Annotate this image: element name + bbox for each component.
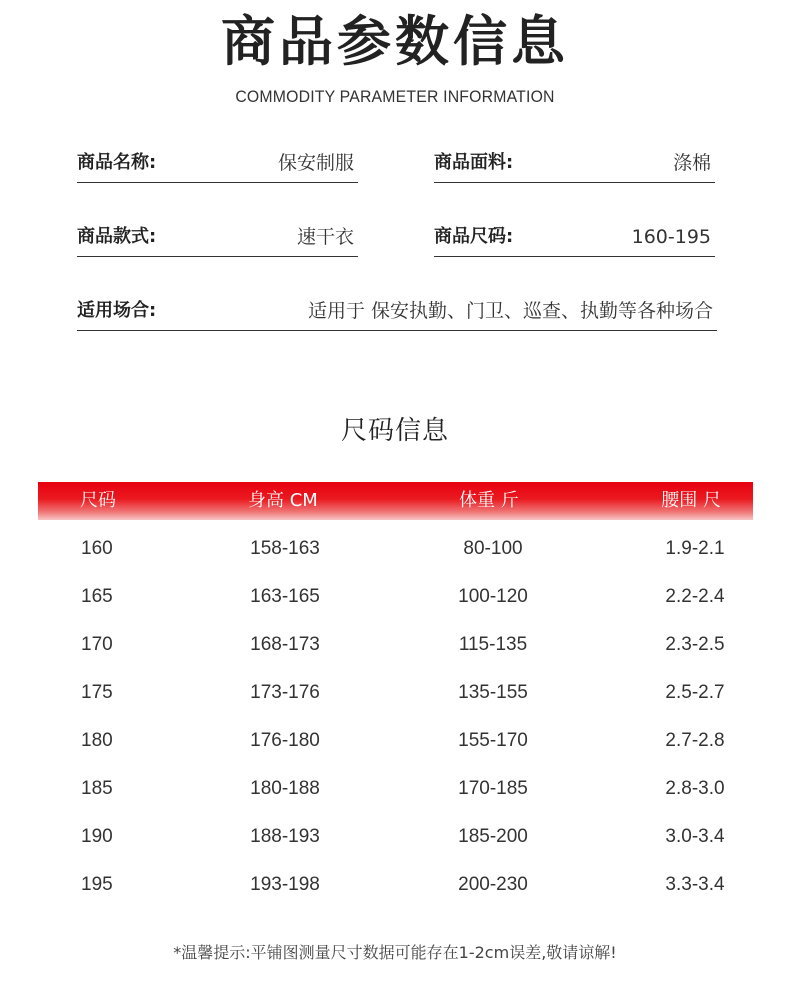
table-row [0,822,790,852]
table-row [0,774,790,804]
column-header-waist: 腰围 尺 [661,490,721,511]
column-header-weight: 体重 斤 [459,490,519,511]
cell-size: 180 [81,730,113,751]
table-row [0,726,790,756]
cell-weight: 170-185 [458,778,528,799]
cell-weight: 200-230 [458,874,528,895]
cell-height: 176-180 [250,730,320,751]
size-section-title: 尺码信息 [340,416,449,446]
param-value: 适用于 保安执勤、门卫、巡查、执勤等各种场合 [307,300,713,322]
cell-weight: 185-200 [458,826,528,847]
param-product-name [77,147,358,183]
cell-weight: 155-170 [458,730,528,751]
param-product-fabric [434,147,715,183]
cell-height: 163-165 [250,586,320,607]
param-product-size [434,221,715,257]
column-header-height: 身高 CM [248,490,318,511]
table-row [0,678,790,708]
param-value: 速干衣 [296,226,354,248]
table-row [0,630,790,660]
cell-size: 190 [81,826,113,847]
param-label: 商品名称: [77,152,157,173]
cell-waist: 2.2-2.4 [665,586,725,607]
cell-height: 188-193 [250,826,320,847]
param-label: 适用场合: [77,300,157,321]
cell-waist: 3.3-3.4 [665,874,725,895]
cell-weight: 80-100 [463,538,523,559]
page-title: 商品参数信息 [221,10,569,73]
cell-height: 180-188 [250,778,320,799]
cell-waist: 2.3-2.5 [665,634,725,655]
cell-size: 175 [81,682,113,703]
param-product-style [77,221,358,257]
cell-weight: 115-135 [458,634,528,655]
cell-size: 170 [81,634,113,655]
cell-size: 160 [81,538,113,559]
cell-height: 168-173 [250,634,320,655]
measurement-note: *温馨提示:平铺图测量尺寸数据可能存在1-2cm误差,敬请谅解! [173,943,617,962]
cell-size: 185 [81,778,113,799]
cell-waist: 1.9-2.1 [665,538,725,559]
size-table-header [38,482,753,520]
cell-height: 173-176 [250,682,320,703]
cell-height: 158-163 [250,538,320,559]
cell-size: 195 [81,874,113,895]
cell-waist: 3.0-3.4 [665,826,725,847]
param-value: 160-195 [631,226,711,248]
param-value: 保安制服 [277,152,354,174]
table-row [0,582,790,612]
cell-waist: 2.5-2.7 [665,682,725,703]
param-value: 涤棉 [672,152,711,174]
param-label: 商品尺码: [434,226,514,247]
cell-height: 193-198 [250,874,320,895]
column-header-size: 尺码 [80,490,116,511]
cell-waist: 2.7-2.8 [665,730,725,751]
cell-size: 165 [81,586,113,607]
table-row [0,534,790,564]
page-subtitle: COMMODITY PARAMETER INFORMATION [235,87,555,106]
cell-weight: 100-120 [458,586,528,607]
cell-weight: 135-155 [458,682,528,703]
param-label: 商品款式: [77,226,157,247]
param-usage [77,295,717,331]
cell-waist: 2.8-3.0 [665,778,725,799]
table-row [0,870,790,900]
param-label: 商品面料: [434,152,514,173]
